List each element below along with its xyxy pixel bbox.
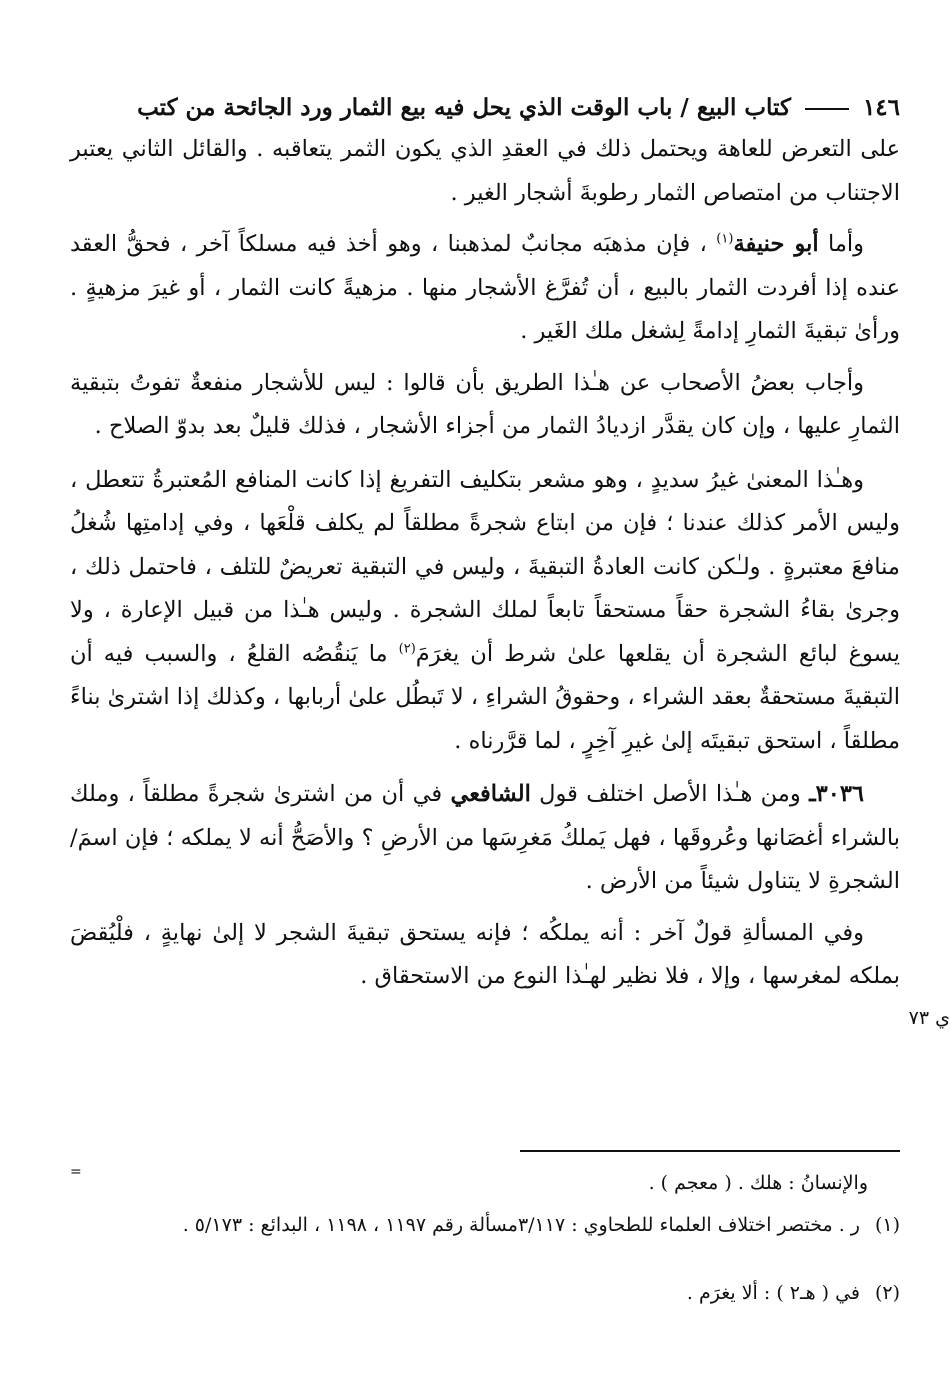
issue-number: ٣٠٣٦ـ	[809, 781, 865, 807]
name-shafii: الشافعي	[450, 781, 531, 807]
running-header	[70, 88, 900, 128]
footnote-1-number: (١)	[874, 1214, 900, 1236]
header-title: كتاب البيع / باب الوقت الذي يحل فيه بيع الثمار ورد الجائحة من كتب	[137, 94, 791, 121]
footnote-1-text: ر . مختصر اختلاف العلماء للطحاوي : ٣/١١٧مسألة رقم ١١٩٧ ، ١١٩٨ ، البدائع : ٥/١٧٣ .	[182, 1214, 860, 1236]
paragraph-5: ٣٠٣٦ـ ومن هـٰذا الأصل اختلف قول الشافعي في أن من اشترىٰ شجرةً مطلقاً ، وملك بالشراء أغصَانها وعُروقَها ، فهل يَملكُ مَغرِسَها من الأرضِ ؟ والأصَحُّ أنه لا يملكه ؛ فإن اسمَ/ الشجرةِ لا يتناول شيئاً من الأرض .	[70, 781, 900, 894]
margin-manuscript-ref: ي ٧٣	[908, 1007, 950, 1029]
footnote-ref-1[interactable]: (١)	[716, 231, 734, 247]
footnote-continuation: والإنسانُ : هلك . ( معجم ) .	[648, 1172, 868, 1194]
page-number: ١٤٦	[862, 94, 900, 121]
footnote-ref-2[interactable]: (٢)	[398, 641, 416, 656]
paragraph-4: وهـٰذا المعنىٰ غيرُ سديدٍ ، وهو مشعر بتكليف التفريغ إذا كانت المنافع المُعتبرةُ تتعطل ، وليس الأمر كذلك عندنا ؛ فإن من ابتاع شجرةً مطلقاً لم يكلف قلْعَها ، وفي إدامتِها شُغلُ منافعَ معتبرةٍ . ولـٰكن كانت العادةُ التبقيةَ ، وليس في التبقية تعريضٌ للتلف ، فاحتمل ذلك ، وجرىٰ بقاءُ الشجرة حقاً مستحقاً تابعاً لملك الشجرة . وليس هـٰذا من قبيل الإعارة ، ولا يسوغ لبائع الشجرة أن يقلعها علىٰ شرط أن يغرَمَ$^{(٢)}$ ما يَنقُصُه القلعُ ، والسبب فيه أن التبقيةَ مستحقةٌ بعقد الشراء ، وحقوقُ الشراءِ ، لا تَبطُل علىٰ أربابها ، وكذلك إذا اشترىٰ بناءً مطلقاً ، استحق تبقيتَه إلىٰ غيرِ آخِرٍ ، لما قرَّرناه .	[70, 466, 900, 754]
footnote-2-number: (٢)	[874, 1282, 900, 1304]
footnote-2	[70, 1278, 900, 1308]
header-dash	[805, 108, 849, 110]
name-abu-hanifa: أبو حنيفة	[733, 231, 819, 257]
footnote-1	[70, 1210, 900, 1240]
footnote-2-text: في ( هـ٢ ) : ألا يغرَم .	[686, 1282, 860, 1304]
page-body	[70, 88, 900, 999]
paragraph-3: وأجاب بعضُ الأصحاب عن هـٰذا الطريق بأن قالوا : ليس للأشجار منفعةٌ تفوتُ بتبقية الثمارِ عليها ، وإن كان يقدَّر ازديادُ الثمار من أجزاء الأشجار ، فذلك قليلٌ بعد بدوّ الصلاح .	[70, 369, 900, 439]
paragraph-6: وفي المسألةِ قولٌ آخر : أنه يملكُه ؛ فإنه يستحق تبقيةَ الشجر لا إلىٰ نهايةٍ ، فلْيُقضَ بملكه لمغرسها ، وإلا ، فلا نظير لهـٰذا النوع من الاستحقاق .	[70, 919, 900, 989]
footnote-continuation-mark: =	[70, 1164, 82, 1180]
paragraph-2: وأما أبو حنيفة$^{(١)}$ ، فإن مذهبَه مجانبٌ لمذهبنا ، وهو أخذ فيه مسلكاً آخر ، فحقُّ العقد عنده إذا أفردت الثمار بالبيع ، أن تُفرَّغ الأشجار منها . مزهيةً كانت الثمار ، أو غيرَ مزهيةٍ . ورأىٰ تبقيةَ الثمارِ إدامةً لِشغل ملك الغَير .	[70, 231, 900, 344]
footnote-rule	[520, 1150, 900, 1152]
paragraph-1: على التعرض للعاهة ويحتمل ذلك في العقدِ الذي يكون الثمر يتعاقبه . والقائل الثاني يعتبر الاجتناب من امتصاص الثمار رطوبةَ أشجار الغير .	[70, 136, 900, 206]
